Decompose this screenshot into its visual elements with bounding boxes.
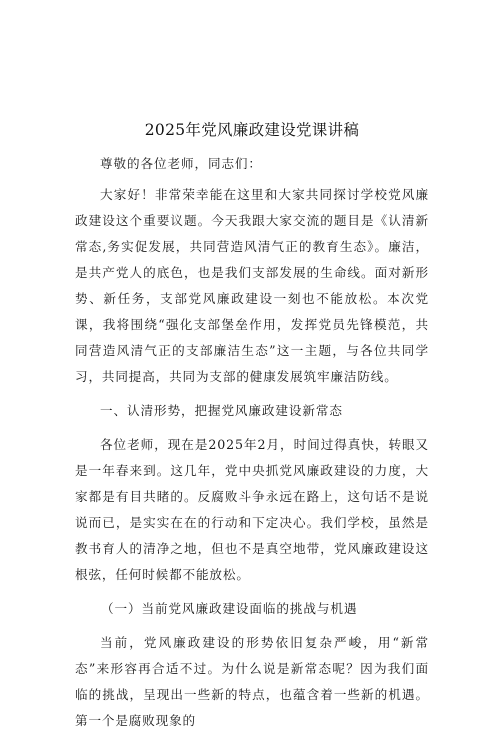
paragraph-challenges: 当前，党风廉政建设的形势依旧复杂严峻，用“新常态”来形容再合适不过。为什么说是新常态呢？因为我们面临的挑战，呈现出一些新的特点，也蕴含着一些新的机遇。第一个是腐败现象的 <box>75 635 429 728</box>
paragraph-intro: 大家好！非常荣幸能在这里和大家共同探讨学校党风廉政建设这个重要议题。今天我跟大家交流的题目是《认清新常态,务实促发展，共同营造风清气正的教育生态》。廉洁，是共产党人的底色，也是我们支部发展的生命线。面对新形势、新任务，支部党风廉政建设一刻也不能放松。本次党课，我将围绕“强化支部堡垒作用，发挥党员先锋模范，共同营造风清气正的支部廉洁生态”这一主题，与各位共同学习，共同提高，共同为支部的健康发展筑牢廉洁防线。 <box>75 187 429 384</box>
subsection-heading-1: （一）当前党风廉政建设面临的挑战与机遇 <box>101 601 358 616</box>
paragraph-situation: 各位老师，现在是2025年2月，时间过得真快，转眼又是一年春来到。这几年，党中央抓党风廉政建设的力度，大家都是有目共睹的。反腐败斗争永远在路上，这句话不是说说而已，是实实在在的行动和下定决心。我们学校，虽然是教书育人的清净之地，但也不是真空地带，党风廉政建设这根弦，任何时候都不能放松。 <box>75 437 429 582</box>
document-title: 2025年党风廉政建设党课讲稿 <box>144 121 360 139</box>
document-body <box>75 118 429 742</box>
section-heading-1: 一、认清形势，把握党风廉政建设新常态 <box>100 403 343 418</box>
salutation: 尊敬的各位老师，同志们： <box>100 156 262 171</box>
